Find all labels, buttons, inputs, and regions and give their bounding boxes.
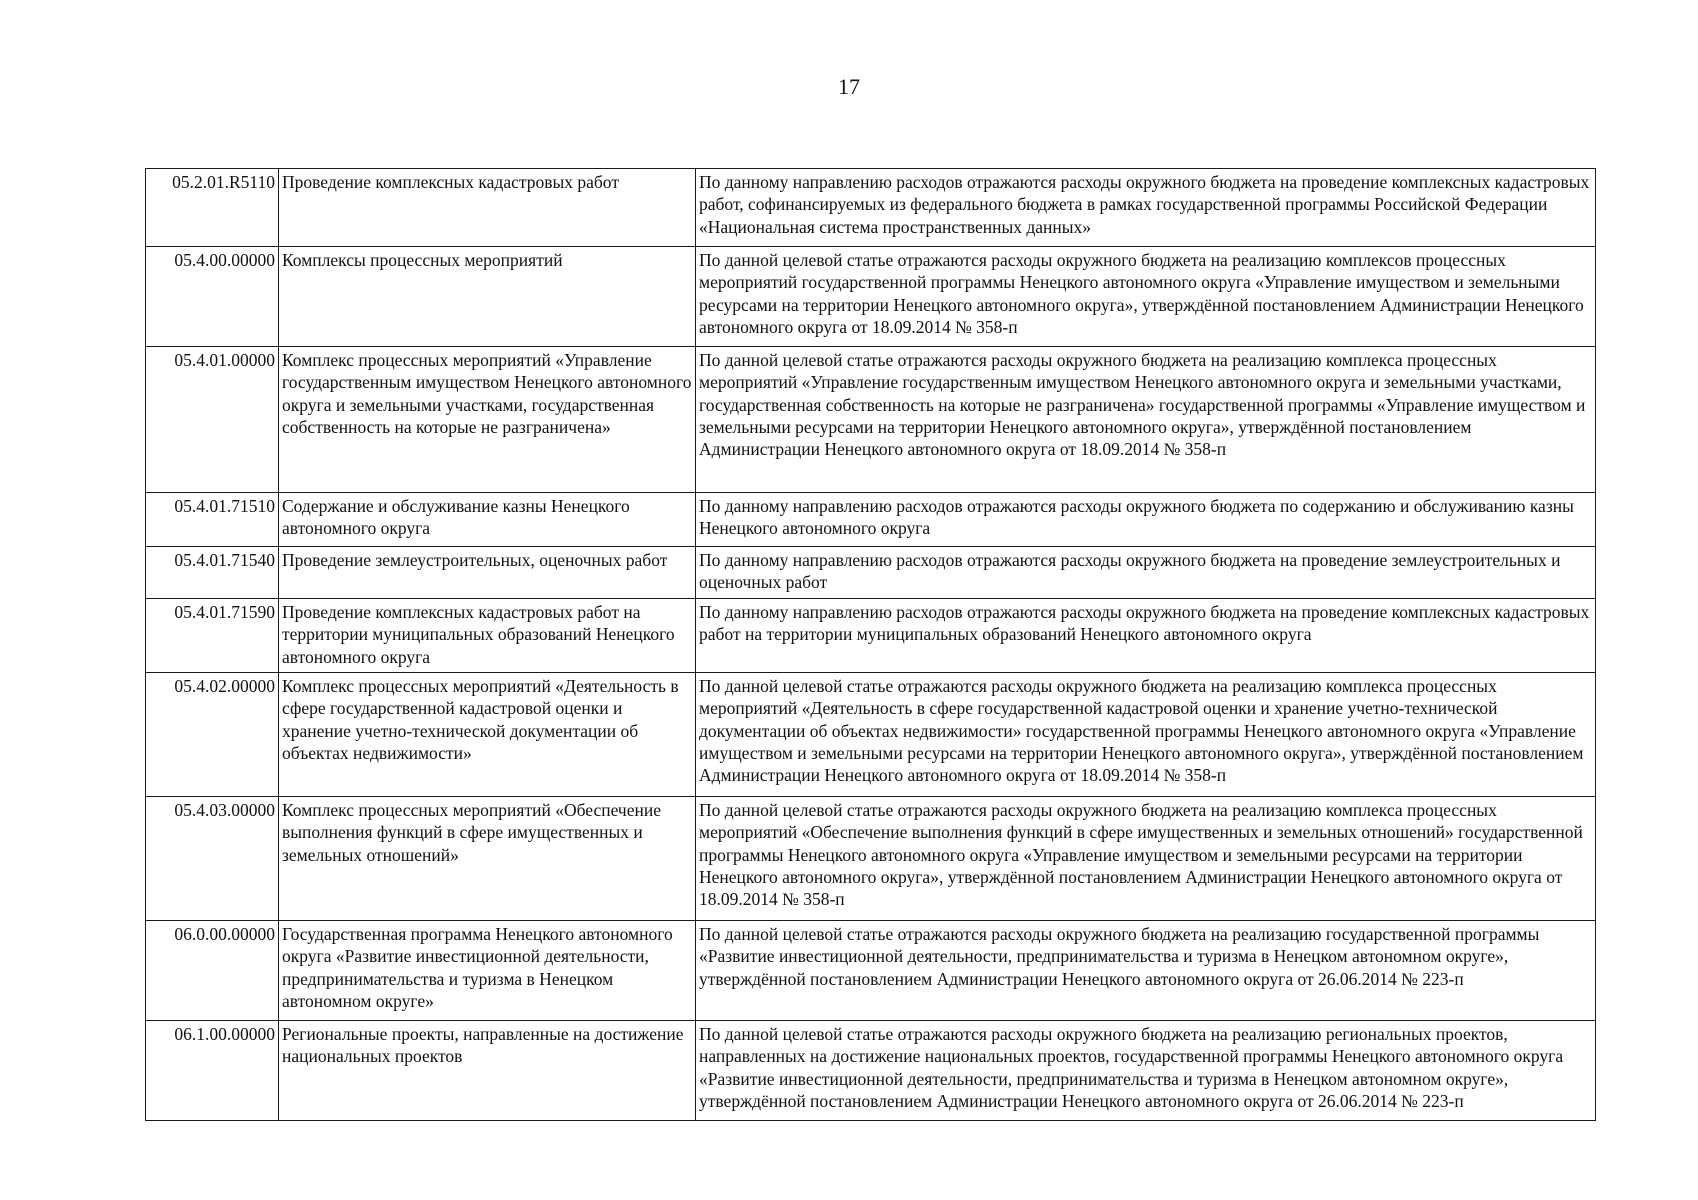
target-article-name: Комплексы процессных мероприятий [279,247,696,347]
target-article-code: 05.4.03.00000 [146,797,279,921]
budget-classification-table [145,168,1596,1121]
table-row [146,169,1596,247]
table-row [146,547,1596,599]
target-article-name: Комплекс процессных мероприятий «Обеспечение выполнения функций в сфере имущественных и земельных отношений» [279,797,696,921]
target-article-description: По данному направлению расходов отражаются расходы окружного бюджета на проведение землеустроительных и оценочных работ [696,547,1596,599]
table-row [146,921,1596,1021]
target-article-description: По данной целевой статье отражаются расходы окружного бюджета на реализацию региональных проектов, направленных на достижение национальных проектов, государственной программы Ненецкого автономного округа «Развитие инвестиционной деятельности, предпринимательства и туризма в Ненецком автономном округе», утверждённой постановлением Администрации Ненецкого автономного округа от 26.06.2014 № 223-п [696,1021,1596,1121]
target-article-code: 05.4.02.00000 [146,673,279,797]
target-article-code: 05.4.01.71590 [146,599,279,673]
table-row [146,797,1596,921]
target-article-description: По данной целевой статье отражаются расходы окружного бюджета на реализацию комплекса процессных мероприятий «Управление государственным имуществом Ненецкого автономного округа и земельными участками, государственная собственность на которые не разграничена» государственной программы «Управление имуществом и земельными ресурсами на территории Ненецкого автономного округа», утверждённой постановлением Администрации Ненецкого автономного округа от 18.09.2014 № 358-п [696,347,1596,493]
target-article-code: 05.2.01.R5110 [146,169,279,247]
target-article-name: Проведение комплексных кадастровых работ [279,169,696,247]
target-article-name: Проведение комплексных кадастровых работ на территории муниципальных образований Ненецкого автономного округа [279,599,696,673]
table-row [146,347,1596,493]
target-article-name: Комплекс процессных мероприятий «Деятельность в сфере государственной кадастровой оценки и хранение учетно-технической документации об объектах недвижимости» [279,673,696,797]
target-article-name: Государственная программа Ненецкого автономного округа «Развитие инвестиционной деятельности, предпринимательства и туризма в Ненецком автономном округе» [279,921,696,1021]
target-article-name: Комплекс процессных мероприятий «Управление государственным имуществом Ненецкого автономного округа и земельными участками, государственная собственность на которые не разграничена» [279,347,696,493]
table-row [146,673,1596,797]
table-row [146,599,1596,673]
target-article-code: 06.0.00.00000 [146,921,279,1021]
target-article-description: По данной целевой статье отражаются расходы окружного бюджета на реализацию государственной программы «Развитие инвестиционной деятельности, предпринимательства и туризма в Ненецком автономном округе», утверждённой постановлением Администрации Ненецкого автономного округа от 26.06.2014 № 223-п [696,921,1596,1021]
page-number: 17 [838,74,860,99]
target-article-code: 06.1.00.00000 [146,1021,279,1121]
target-article-name: Содержание и обслуживание казны Ненецкого автономного округа [279,493,696,547]
table-row [146,247,1596,347]
target-article-description: По данному направлению расходов отражаются расходы окружного бюджета на проведение комплексных кадастровых работ на территории муниципальных образований Ненецкого автономного округа [696,599,1596,673]
target-article-description: По данной целевой статье отражаются расходы окружного бюджета на реализацию комплексов процессных мероприятий государственной программы Ненецкого автономного округа «Управление имуществом и земельными ресурсами на территории Ненецкого автономного округа», утверждённой постановлением Администрации Ненецкого автономного округа от 18.09.2014 № 358-п [696,247,1596,347]
target-article-description: По данной целевой статье отражаются расходы окружного бюджета на реализацию комплекса процессных мероприятий «Обеспечение выполнения функций в сфере имущественных и земельных отношений» государственной программы Ненецкого автономного округа «Управление имуществом и земельными ресурсами на территории Ненецкого автономного округа», утверждённой постановлением Администрации Ненецкого автономного округа от 18.09.2014 № 358-п [696,797,1596,921]
target-article-code: 05.4.00.00000 [146,247,279,347]
target-article-description: По данному направлению расходов отражаются расходы окружного бюджета на проведение комплексных кадастровых работ, софинансируемых из федерального бюджета в рамках государственной программы Российской Федерации «Национальная система пространственных данных» [696,169,1596,247]
target-article-description: По данной целевой статье отражаются расходы окружного бюджета на реализацию комплекса процессных мероприятий «Деятельность в сфере государственной кадастровой оценки и хранение учетно-технической документации об объектах недвижимости» государственной программы Ненецкого автономного округа «Управление имуществом и земельными ресурсами на территории Ненецкого автономного округа», утверждённой постановлением Администрации Ненецкого автономного округа от 18.09.2014 № 358-п [696,673,1596,797]
target-article-name: Региональные проекты, направленные на достижение национальных проектов [279,1021,696,1121]
table-row [146,1021,1596,1121]
target-article-code: 05.4.01.00000 [146,347,279,493]
target-article-code: 05.4.01.71540 [146,547,279,599]
table-row [146,493,1596,547]
target-article-name: Проведение землеустроительных, оценочных работ [279,547,696,599]
target-article-description: По данному направлению расходов отражаются расходы окружного бюджета по содержанию и обслуживанию казны Ненецкого автономного округа [696,493,1596,547]
target-article-code: 05.4.01.71510 [146,493,279,547]
